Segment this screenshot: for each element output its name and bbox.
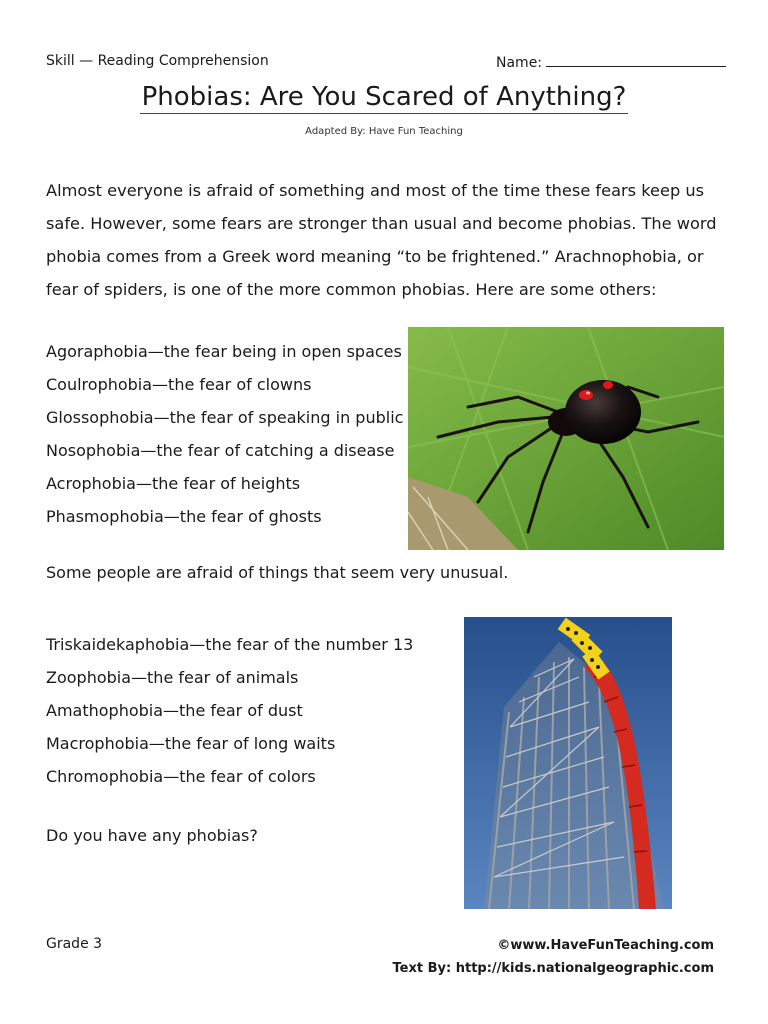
list-item: Agoraphobia—the fear being in open spaces — [46, 342, 402, 361]
list-item: Nosophobia—the fear of catching a disease — [46, 441, 395, 460]
text-source-credit: Text By: http://kids.nationalgeographic.com — [392, 961, 714, 976]
list-item: Amathophobia—the fear of dust — [46, 701, 303, 720]
list-item: Chromophobia—the fear of colors — [46, 767, 316, 786]
closing-question: Do you have any phobias? — [46, 826, 258, 845]
name-blank-line[interactable] — [546, 53, 726, 67]
list-item: Acrophobia—the fear of heights — [46, 474, 301, 493]
list-item: Macrophobia—the fear of long waits — [46, 734, 336, 753]
title-text: Phobias: Are You Scared of Anything? — [141, 82, 627, 112]
name-label: Name: — [496, 55, 543, 71]
list-item: Phasmophobia—the fear of ghosts — [46, 507, 322, 526]
intro-paragraph: Almost everyone is afraid of something and most of the time these fears keep us safe. However, some fears are stronger than usual and become phobias. The word phobia comes from a Greek word meaning “to be frightened.” Arachnophobia, or fear of spiders, is one of the more common phobias. Here are some others: — [46, 181, 717, 299]
unusual-intro: Some people are afraid of things that seem very unusual. — [46, 563, 509, 582]
adapted-by: Adapted By: Have Fun Teaching — [305, 126, 463, 137]
list-item: Triskaidekaphobia—the fear of the number 13 — [46, 635, 414, 654]
worksheet-title — [0, 82, 768, 112]
grade-label: Grade 3 — [46, 936, 103, 952]
unusual-phobia-list — [46, 628, 413, 793]
website-credit: ©www.HaveFunTeaching.com — [497, 938, 714, 953]
skill-label: Skill — Reading Comprehension — [46, 53, 269, 69]
list-item: Glossophobia—the fear of speaking in public — [46, 408, 404, 427]
spider-photo — [408, 327, 724, 550]
list-item: Coulrophobia—the fear of clowns — [46, 375, 312, 394]
roller-coaster-photo — [464, 617, 672, 909]
list-item: Zoophobia—the fear of animals — [46, 668, 299, 687]
common-phobia-list — [46, 335, 403, 533]
name-field[interactable] — [496, 53, 726, 71]
